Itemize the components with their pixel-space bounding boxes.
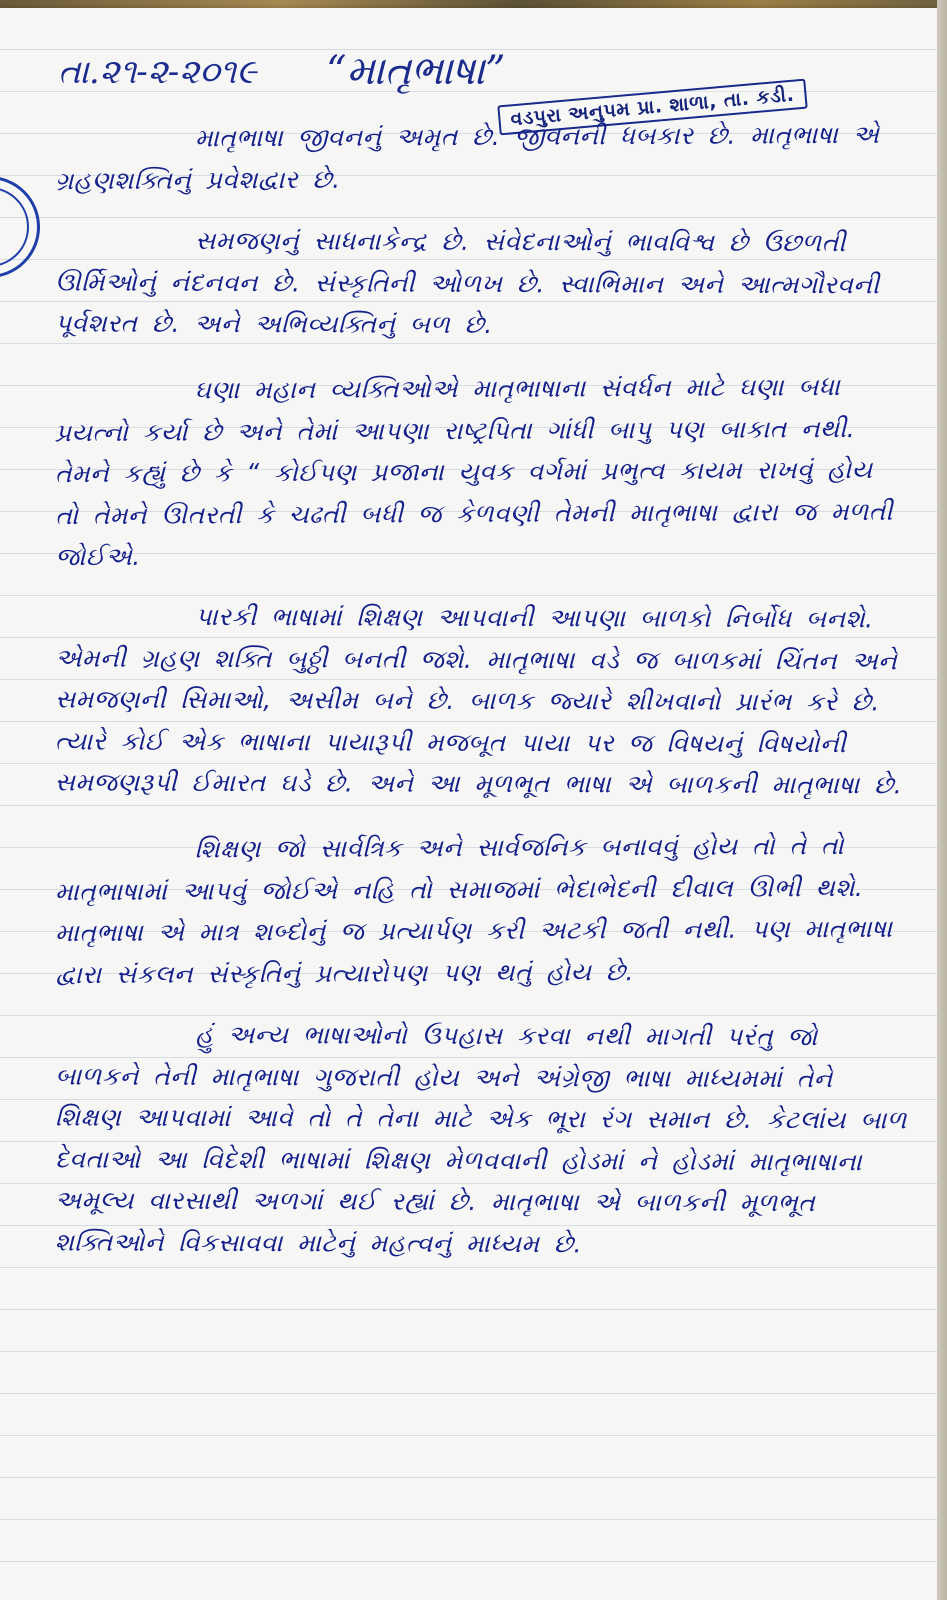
- paragraph-2: સમજણનું સાધનાકેન્દ્ર છે. સંવેદનાઓનું ભાવવિશ્વ છે ઉછળતી ઊર્મિઓનું નંદનવન છે. સંસ્કૃતિની ઓળખ છે. સ્વાભિમાન અને આત્મગૌરવની પૂર્વશરત છે. અને અભિવ્યક્તિનું બળ છે.: [54, 225, 880, 340]
- paragraph-5: શિક્ષણ જો સાર્વત્રિક અને સાર્વજનિક બનાવવું હોય તો તે તો માતૃભાષામાં આપવું જોઈએ નહિ તો સમાજમાં ભેદાભેદની દીવાલ ઊભી થશે. માતૃભાષા એ માત્ર શબ્દોનું જ પ્રત્યાર્પણ કરી અટકી જતી નથી. પણ માતૃભાષા દ્વારા સંકલન સંસ્કૃતિનું પ્રત્યારોપણ પણ થતું હોય છે.: [54, 830, 893, 989]
- notebook-page: [0, 8, 940, 1600]
- handwritten-date: તા.૨૧-૨-૨૦૧૯: [58, 52, 257, 92]
- paragraph-4: પારકી ભાષામાં શિક્ષણ આપવાની આપણા બાળકો નિર્બોધ બનશે. એમની ગ્રહણ શક્તિ બુઠ્ઠી બનતી જશે. માતૃભાષા વડે જ બાળકમાં ચિંતન અને સમજણની સિમાઓ, અસીમ બને છે. બાળક જ્યારે શીખવાનો પ્રારંભ કરે છે. ત્યારે કોઈ એક ભાષાના પાયારૂપી મજબૂત પાયા પર જ વિષયનું વિષયોની સમજણરૂપી ઈમારત ઘડે છે. અને આ મૂળભૂત ભાષા એ બાળકની માતૃભાષા છે.: [54, 601, 903, 800]
- page-header: [58, 48, 898, 131]
- paragraph-3: ઘણા મહાન વ્યક્તિઓએ માતૃભાષાના સંવર્ધન માટે ઘણા બધા પ્રયત્નો કર્યા છે અને તેમાં આપણા રાષ્ટ્રપિતા ગાંધી બાપુ પણ બાકાત નથી. તેમને કહ્યું છે કે “ કોઈપણ પ્રજાના યુવક વર્ગમાં પ્રભુત્વ કાયમ રાખવું હોય તો તેમને ઊતરતી કે ચઢતી બધી જ કેળવણી તેમની માતૃભાષા દ્વારા જ મળતી જોઈએ.: [54, 371, 893, 571]
- round-stamp-partial: [0, 176, 40, 278]
- school-stamp: વડપુરા અનુપમ પ્રા. શાળા, તા. કડી.: [497, 79, 807, 136]
- paragraph-6: હું અન્ય ભાષાઓનો ઉપહાસ કરવા નથી માગતી પરંતુ જો બાળકને તેની માતૃભાષા ગુજરાતી હોય અને અંગ્રેજી ભાષા માધ્યમમાં તેને શિક્ષણ આપવામાં આવે તો તે તેના માટે એક ભૂરા રંગ સમાન છે. કેટલાંય બાળ દેવતાઓ આ વિદેશી ભાષામાં શિક્ષણ મેળવવાની હોડમાં ને હોડમાં માતૃભાષાના અમૂલ્ય વારસાથી અળગાં થઈ રહ્યાં છે. માતૃભાષા એ બાળકની મૂળભૂત શક્તિઓને વિકસાવવા માટેનું મહત્વનું માધ્યમ છે.: [54, 1019, 907, 1258]
- paragraph-1: માતૃભાષા જીવનનું અમૃત છે. જીવનની ધબકાર છે. માતૃભાષા એ ગ્રહણશક્તિનું પ્રવેશદ્વાર છે.: [55, 119, 880, 195]
- page-title: “માતૃભાષા”: [326, 48, 506, 94]
- essay-body: [55, 116, 910, 1286]
- page-right-edge: [937, 0, 947, 1600]
